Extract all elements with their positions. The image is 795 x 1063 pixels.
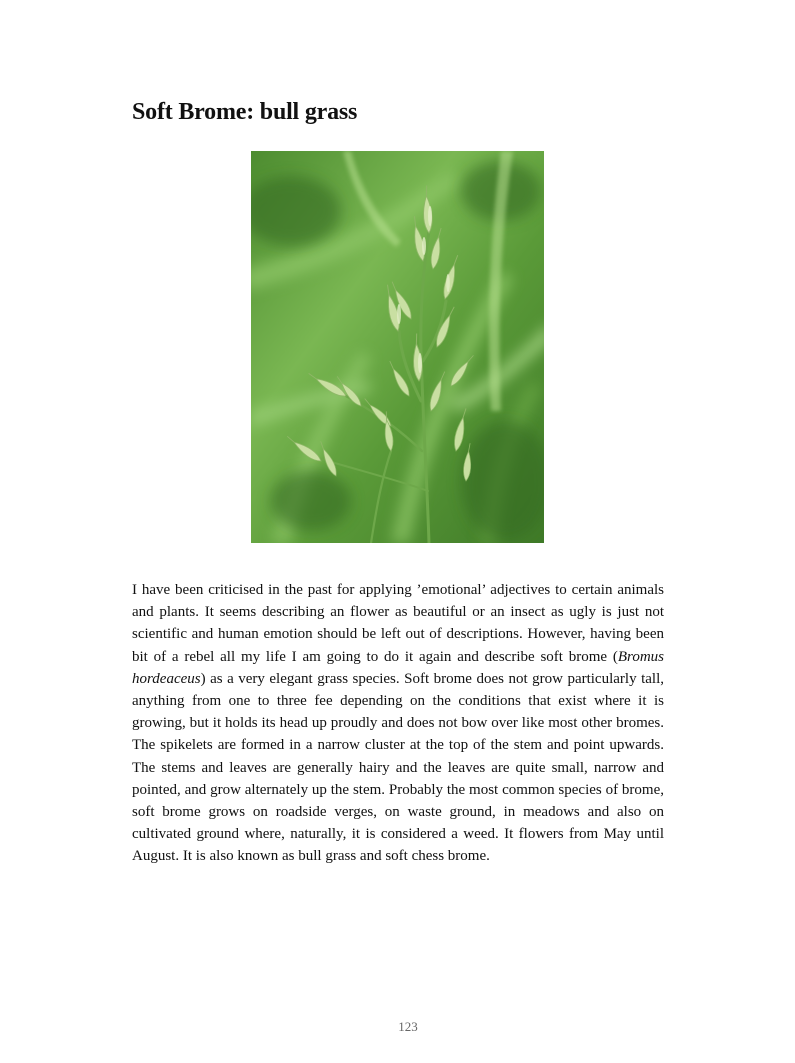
page-title: Soft Brome: bull grass bbox=[132, 99, 358, 125]
species-name: Bromus hordeaceus bbox=[132, 648, 664, 687]
article-text-part2: ) as a very elegant grass species. Soft brome does not grow particularly tall, anything from one to three fee depending on the conditions that exist where it is growing, but it holds its head up proudly and does not bow over like most other bromes. The spikelets are formed in a narrow cluster at the top of the stem and point upwards. The stems and leaves are generally hairy and the leaves are quite small, narrow and pointed, and grow alternately up the stem. Probably the most common species of brome, soft brome grows on roadside verges, on waste ground, in meadows and also on cultivated ground where, naturally, it is considered a weed. It flowers from May until August. It is also known as bull grass and soft chess brome. bbox=[132, 670, 664, 865]
page-number: 123 bbox=[398, 1019, 418, 1034]
soft-brome-photo bbox=[251, 151, 544, 543]
article-paragraph bbox=[132, 579, 664, 868]
soft-brome-illustration bbox=[251, 151, 544, 543]
article-text-part1: I have been criticised in the past for applying ’emotional’ adjectives to certain animals and plants. It seems describing an flower as beautiful or an insect as ugly is just not scientific and human emotion should be left out of descriptions. However, having been bit of a rebel all my life I am going to do it again and describe soft brome ( bbox=[132, 582, 664, 665]
